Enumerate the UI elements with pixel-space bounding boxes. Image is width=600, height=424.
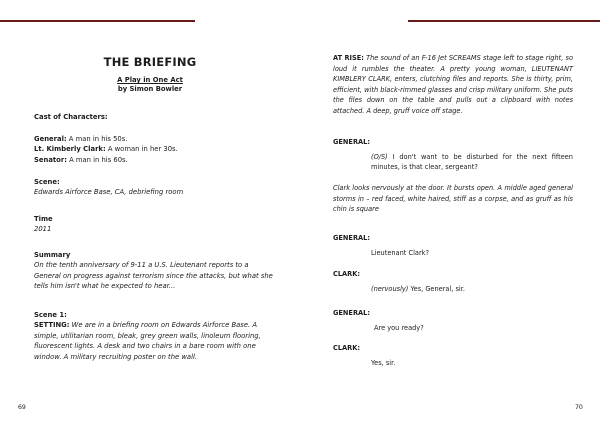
character-name: GENERAL: — [333, 309, 370, 317]
author-line: by Simon Bowler — [117, 84, 183, 93]
character-name: CLARK: — [333, 270, 360, 278]
scene-text: Edwards Airforce Base, CA, debriefing room — [34, 188, 184, 197]
dialogue-block — [333, 308, 573, 333]
dialogue-block — [333, 233, 573, 258]
dialogue-line: (nervously) Yes, General, sir. — [371, 284, 465, 293]
character-name: GENERAL: — [333, 234, 370, 242]
stage-direction: Clark looks nervously at the door. It bursts open. A middle aged general storms in – red faced, white haired, stiff as a corpse, and as gruff as his chin is square — [333, 184, 573, 214]
subtitle-line: A Play in One Act — [117, 76, 183, 84]
at-rise-direction: AT RISE: The sound of an F-16 Jet SCREAMS stage left to stage right, so loud it rumbles the theater. A pretty young woman, LIEUTENANT KIMBLERY CLARK, enters, clutching files and reports. She is thirty, prim, efficient, with black-rimmed glasses and crisp military uniform. She puts the files down on the table and pulls out a clipboard with notes attached. A deep, gruff voice off stage. — [333, 54, 574, 115]
scene-heading: Scene: — [34, 178, 60, 186]
summary-heading: Summary — [34, 251, 71, 259]
header-rule — [0, 20, 195, 22]
cast-item: Senator: A man in his 60s. — [34, 155, 128, 164]
header-rule — [408, 20, 600, 22]
dialogue-block — [333, 269, 573, 294]
character-name: CLARK: — [333, 344, 360, 352]
cast-heading: Cast of Characters: — [34, 113, 108, 121]
right-page — [300, 0, 600, 424]
cast-item: Lt. Kimberly Clark: A woman in her 30s. — [34, 145, 178, 154]
summary-section — [34, 250, 274, 292]
dialogue-line: Are you ready? — [374, 323, 424, 332]
play-subtitle — [0, 76, 300, 94]
dialogue-block — [333, 137, 573, 173]
cast-item: General: A man in his 50s. — [34, 135, 128, 143]
dialogue-line: (O/S) I don't want to be disturbed for the next fifteen minutes, is that clear, sergeant? — [371, 152, 573, 172]
summary-text: On the tenth anniversary of 9-11 a U.S. Lieutenant reports to a General on progress against terrorism since the attacks, but what she tells him isn't what he expected to hear... — [34, 261, 273, 291]
scene1-section — [34, 310, 274, 362]
time-heading: Time — [34, 215, 53, 223]
time-section — [34, 214, 274, 235]
dialogue-line: Lieutenant Clark? — [371, 248, 429, 257]
setting-text: SETTING: We are in a briefing room on Edwards Airforce Base. A simple, utilitarian room, bleak, grey green walls, linoleum flooring, fluorescent lights. A desk and two chairs in a bare room with one window. A military recruiting poster on the wall. — [34, 321, 261, 361]
page-number: 69 — [18, 404, 26, 411]
scene-section — [34, 177, 274, 198]
play-title: THE BRIEFING — [103, 55, 197, 69]
character-name: GENERAL: — [333, 138, 370, 146]
page-number: 70 — [575, 404, 583, 411]
dialogue-block — [333, 343, 573, 368]
cast-list — [34, 134, 274, 165]
dialogue-line: Yes, sir. — [371, 358, 396, 367]
scene1-heading: Scene 1: — [34, 311, 67, 319]
time-text: 2011 — [34, 225, 52, 234]
